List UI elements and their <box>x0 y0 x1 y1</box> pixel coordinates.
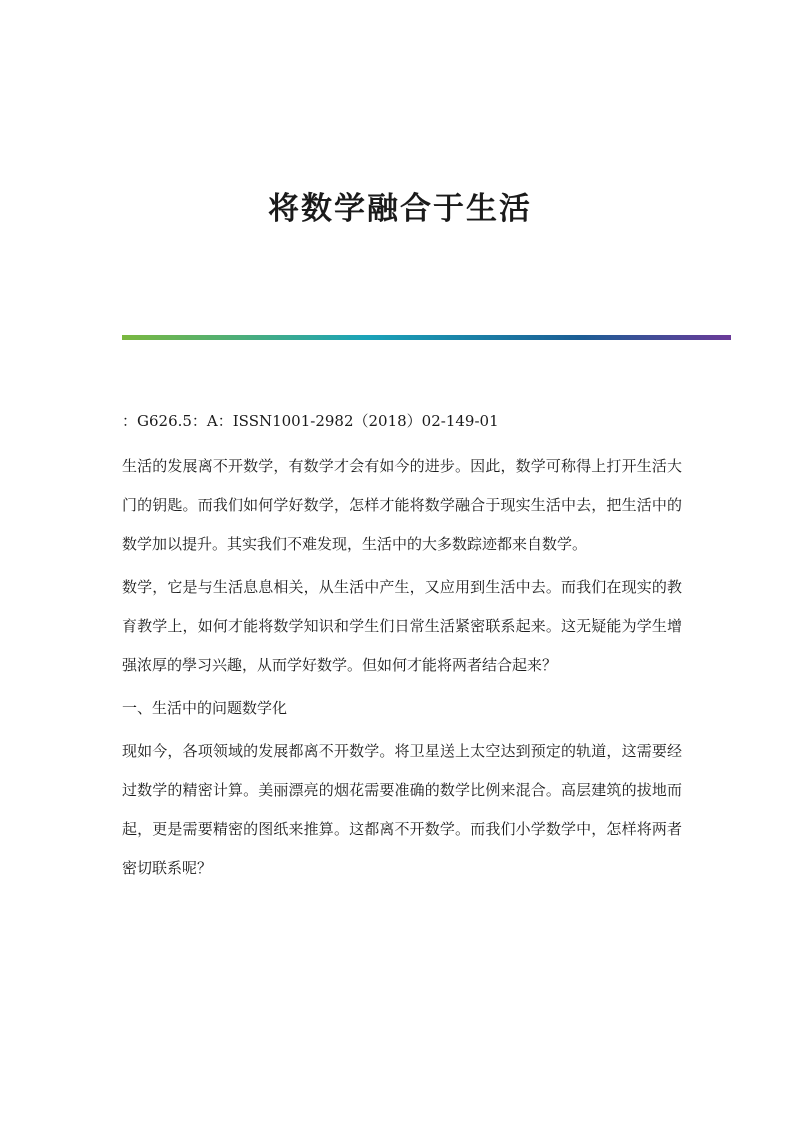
title-divider <box>122 335 731 340</box>
paragraph-intro: 生活的发展离不开数学，有数学才会有如今的进步。因此，数学可称得上打开生活大门的钥匙。而我们如何学好数学，怎样才能将数学融合于现实生活中去，把生活中的数学加以提升。其实我们不难发现，生活中的大多数踪迹都来自数学。 <box>122 457 682 553</box>
section-paragraph: 现如今，各项领域的发展都离不开数学。将卫星送上太空达到预定的轨道，这需要经过数学的精密计算。美丽漂亮的烟花需要准确的数学比例来混合。高层建筑的拔地而起，更是需要精密的图纸来推算。这都离不开数学。而我们小学数学中，怎样将两者密切联系呢？ <box>122 742 682 877</box>
section-heading: 一、生活中的问题数学化 <box>122 699 288 717</box>
paragraph-second: 数学，它是与生活息息相关，从生活中产生，又应用到生活中去。而我们在现实的教育教学上，如何才能将数学知识和学生们日常生活紧密联系起来。这无疑能为学生增强浓厚的學习兴趣，从而学好数学。但如何才能将两者结合起来？ <box>122 578 682 674</box>
document-title: 将数学融合于生活 <box>268 191 532 227</box>
classification-line: ：G626.5：A：ISSN1001-2982（2018）02-149-01 <box>122 412 499 430</box>
document-body <box>122 402 682 892</box>
